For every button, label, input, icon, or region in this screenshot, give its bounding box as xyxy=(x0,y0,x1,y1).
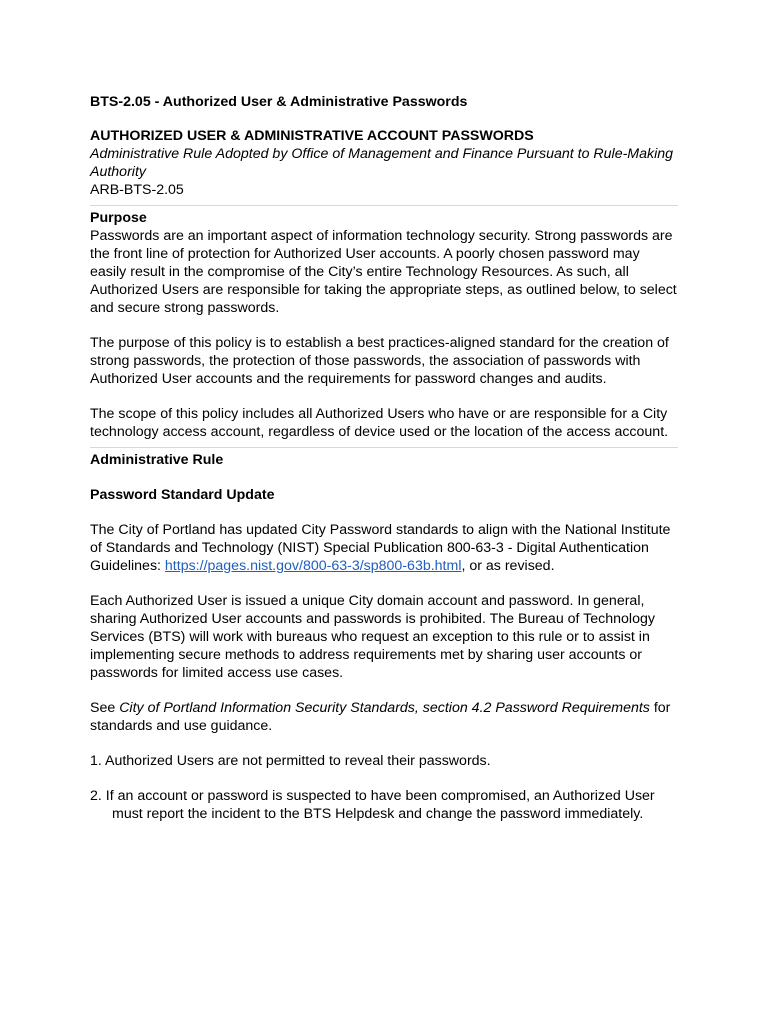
list-item: 2. If an account or password is suspected to have been compromised, an Authorized User must report the incident to the BTS Helpdesk and change the password immediately. xyxy=(90,788,655,822)
purpose-heading: Purpose xyxy=(90,210,147,226)
nist-paragraph-text: The City of Portland has updated City Password standards to align with the National Institute of Standards and Technology (NIST) Special Publication 800-63-3 - Digital Authentication Guidelines: xyxy=(90,522,671,574)
purpose-paragraph-3: The scope of this policy includes all Authorized Users who have or are responsible for a City technology access account, regardless of device used or the location of the access account. xyxy=(90,406,669,440)
section-divider xyxy=(90,447,678,448)
administrative-rule-heading: Administrative Rule xyxy=(90,452,224,468)
list-item: 1. Authorized Users are not permitted to reveal their passwords. xyxy=(90,753,491,769)
document-title: BTS-2.05 - Authorized User & Administrative Passwords xyxy=(90,94,468,110)
section-divider xyxy=(90,205,678,206)
purpose-paragraph-2: The purpose of this policy is to establish a best practices-aligned standard for the creation of strong passwords, the protection of those passwords, the association of passwords with Authorized User accounts and the requirements for password changes and audits. xyxy=(90,335,669,387)
purpose-paragraph-1: Passwords are an important aspect of information technology security. Strong passwords are the front line of protection for Authorized User accounts. A poorly chosen password may easily result in the compromise of the City’s entire Technology Resources. As such, all Authorized Users are responsible for taking the appropriate steps, as outlined below, to select and secure strong passwords. xyxy=(90,228,677,316)
see-suffix: for standards and use guidance. xyxy=(90,700,671,734)
password-standard-update-heading: Password Standard Update xyxy=(90,487,275,503)
rule-id: ARB-BTS-2.05 xyxy=(90,182,184,198)
nist-link[interactable]: https://pages.nist.gov/800-63-3/sp800-63b.html xyxy=(164,558,462,574)
nist-paragraph xyxy=(90,521,678,575)
standards-reference: City of Portland Information Security Standards, section 4.2 Password Requirements xyxy=(119,700,650,716)
see-paragraph xyxy=(90,699,678,735)
document-subtitle: Administrative Rule Adopted by Office of Management and Finance Pursuant to Rule-Making Authority xyxy=(90,146,674,180)
see-prefix: See xyxy=(90,700,120,716)
nist-paragraph-suffix: , or as revised. xyxy=(461,558,555,574)
document-heading: AUTHORIZED USER & ADMINISTRATIVE ACCOUNT PASSWORDS xyxy=(90,128,534,144)
account-paragraph: Each Authorized User is issued a unique City domain account and password. In general, sharing Authorized User accounts and passwords is prohibited. The Bureau of Technology Services (BTS) will work with bureaus who request an exception to this rule or to assist in implementing secure methods to address requirements met by sharing user accounts or passwords for limited access use cases. xyxy=(90,593,655,681)
